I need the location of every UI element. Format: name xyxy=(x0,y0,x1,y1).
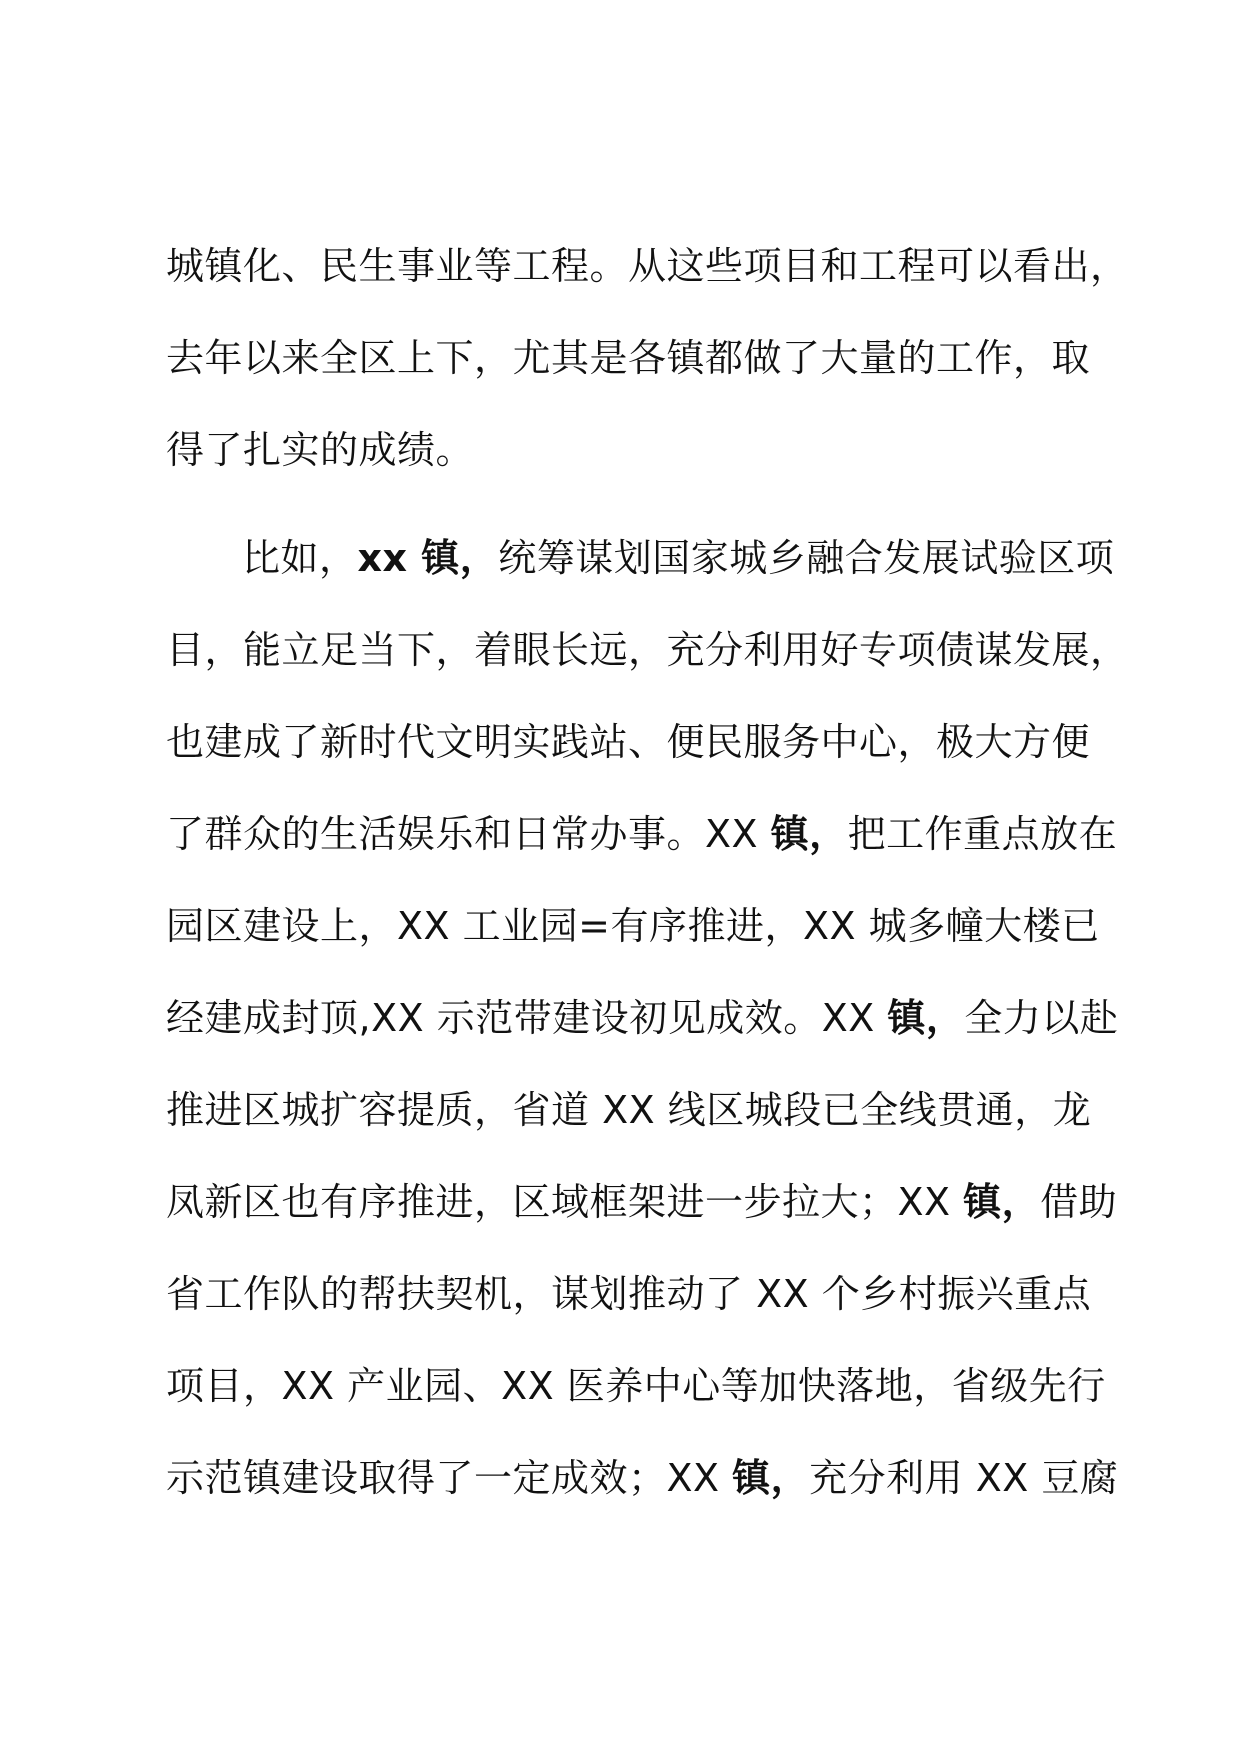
text-run: 示范镇建设取得了一定成效；XX xyxy=(166,1456,733,1500)
text-run: 了群众的生活娱乐和日常办事。XX xyxy=(166,812,771,856)
text-run: 统筹谋划国家城乡融合发展试验区项 xyxy=(498,536,1115,580)
text-line: 园区建设上，XX 工业园=有序推进，XX 城多幢大楼已 xyxy=(166,904,1100,948)
text-line: 也建成了新时代文明实践站、便民服务中心，极大方便 xyxy=(166,720,1091,764)
bold-town-name: xx 镇， xyxy=(357,536,499,580)
text-line: 得了扎实的成绩。 xyxy=(166,428,475,472)
text-line: 城镇化、民生事业等工程。从这些项目和工程可以看出， xyxy=(166,244,1129,288)
bold-town-name: 镇， xyxy=(770,812,848,856)
text-run: 凤新区也有序推进，区域框架进一步拉大；XX xyxy=(166,1180,964,1224)
text-run: 经建成封顶,XX 示范带建设初见成效。XX xyxy=(166,996,888,1040)
text-run: 充分利用 XX 豆腐 xyxy=(809,1456,1119,1500)
bold-town-name: 镇， xyxy=(963,1180,1041,1224)
bold-town-name: 镇， xyxy=(887,996,965,1040)
text-line: 项目，XX 产业园、XX 医养中心等加快落地，省级先行 xyxy=(166,1364,1106,1408)
text-run: 把工作重点放在 xyxy=(847,812,1118,856)
text-line xyxy=(166,1156,1118,1248)
text-line xyxy=(166,512,1115,604)
text-line xyxy=(166,788,1118,880)
paragraph-1 xyxy=(166,220,1129,496)
text-line: 省工作队的帮扶契机，谋划推动了 XX 个乡村振兴重点 xyxy=(166,1272,1092,1316)
text-line xyxy=(166,972,1119,1064)
text-run: 借助 xyxy=(1040,1180,1118,1224)
paragraph-2 xyxy=(166,512,1129,1524)
text-line: 去年以来全区上下，尤其是各镇都做了大量的工作，取 xyxy=(166,336,1091,380)
text-line: 目，能立足当下，着眼长远，充分利用好专项债谋发展， xyxy=(166,628,1129,672)
text-run: 全力以赴 xyxy=(964,996,1119,1040)
text-line: 推进区城扩容提质，省道 XX 线区城段已全线贯通，龙 xyxy=(166,1088,1092,1132)
bold-town-name: 镇， xyxy=(732,1456,810,1500)
text-line xyxy=(166,1432,1119,1524)
text-run: 比如， xyxy=(242,536,358,580)
